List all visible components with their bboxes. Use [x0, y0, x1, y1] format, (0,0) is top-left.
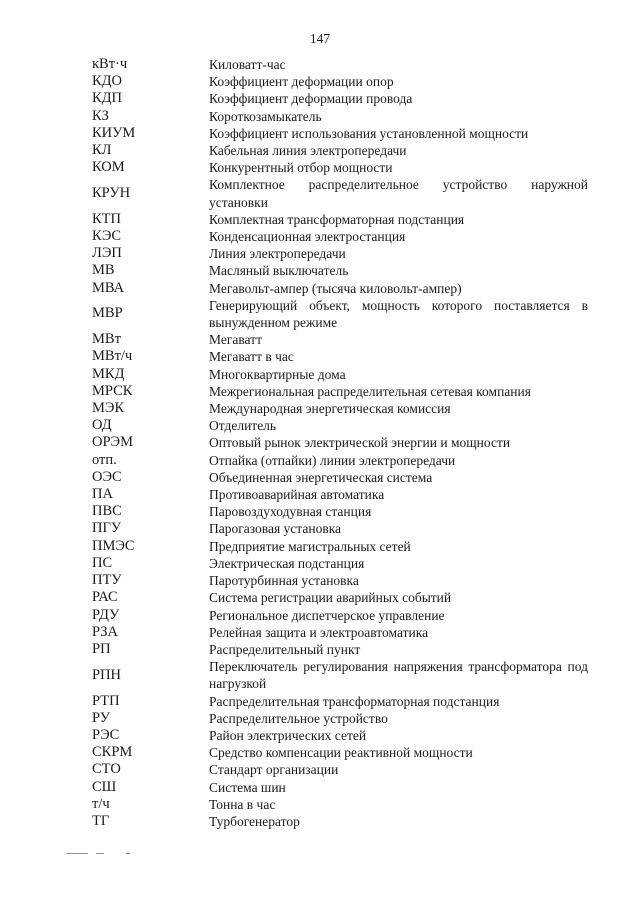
abbreviation-row [92, 486, 588, 503]
abbreviation-definition: Коэффициент деформации опор [209, 74, 394, 90]
abbreviation-term: МВт/ч [92, 348, 133, 365]
abbreviation-term: РТП [92, 692, 120, 709]
abbreviation-row [92, 469, 588, 486]
abbreviation-term: ЛЭП [92, 245, 122, 262]
abbreviation-definition: Паровоздуходувная станция [209, 504, 372, 520]
abbreviation-term: т/ч [92, 795, 110, 812]
abbreviation-definition: Релейная защита и электроавтоматика [209, 624, 429, 640]
abbreviation-definition: Распределительный пункт [209, 641, 361, 657]
page-number: 147 [309, 31, 331, 46]
abbreviation-term: ПТУ [92, 572, 122, 589]
abbreviation-row [92, 366, 588, 383]
abbreviation-row [92, 176, 588, 210]
abbreviation-term: КЭС [92, 228, 122, 245]
abbreviation-definition: Оптовый рынок электрической энергии и мощности [209, 435, 511, 451]
abbreviation-row [92, 280, 588, 297]
abbreviation-definition: Коэффициент использования установленной мощности [209, 125, 529, 141]
abbreviation-definition: Парогазовая установка [209, 521, 342, 537]
abbreviation-definition: Масляный выключатель [209, 263, 349, 279]
abbreviation-row [92, 658, 588, 692]
abbreviation-definition: Многоквартирные дома [209, 366, 346, 382]
abbreviation-term: ПС [92, 554, 113, 571]
abbreviation-row [92, 761, 588, 778]
abbreviation-definition: Комплектная трансформаторная подстанция [209, 211, 465, 227]
abbreviation-row [92, 383, 588, 400]
abbreviation-term: СТО [92, 761, 121, 778]
abbreviation-row [92, 710, 588, 727]
abbreviation-row [92, 555, 588, 572]
abbreviation-definition: Противоаварийная автоматика [209, 487, 385, 503]
abbreviation-row [92, 262, 588, 279]
abbreviation-row [92, 572, 588, 589]
abbreviation-row [92, 211, 588, 228]
abbreviation-term: СШ [92, 778, 117, 795]
abbreviation-row [92, 159, 588, 176]
abbreviation-definition: Стандарт организации [209, 762, 339, 778]
abbreviation-definition: Мегавольт-ампер (тысяча киловольт-ампер) [209, 280, 462, 296]
abbreviation-term: ПГУ [92, 520, 122, 537]
abbreviation-definition: Кабельная линия электропередачи [209, 143, 407, 159]
abbreviation-row [92, 73, 588, 90]
abbreviation-row [92, 607, 588, 624]
abbreviation-row [92, 90, 588, 107]
abbreviation-row [92, 589, 588, 606]
abbreviation-term: ОД [92, 417, 112, 434]
abbreviation-term: МВР [92, 305, 123, 322]
abbreviation-definition: Паротурбинная установка [209, 573, 359, 589]
abbreviation-definition: Тонна в час [209, 796, 276, 812]
abbreviation-row [92, 520, 588, 537]
scan-artifact [126, 853, 130, 854]
abbreviation-term: КОМ [92, 159, 125, 176]
abbreviation-definition: Отделитель [209, 418, 277, 434]
abbreviation-definition: Распределительное устройство [209, 710, 388, 726]
abbreviation-definition: Турбогенератор [209, 813, 300, 829]
abbreviation-term: РДУ [92, 606, 120, 623]
abbreviation-definition: Система шин [209, 779, 286, 795]
abbreviation-row [92, 727, 588, 744]
abbreviation-definition: Конкурентный отбор мощности [209, 160, 393, 176]
abbreviation-row [92, 538, 588, 555]
abbreviation-definition: Коэффициент деформации провода [209, 91, 413, 107]
abbreviation-definition: Генерирующий объект, мощность которого поставляется в вынужденном режиме [209, 297, 588, 331]
abbreviation-row [92, 452, 588, 469]
abbreviation-row [92, 245, 588, 262]
abbreviation-row [92, 125, 588, 142]
abbreviation-term: МРСК [92, 382, 133, 399]
abbreviation-row [92, 417, 588, 434]
abbreviation-list [92, 56, 588, 830]
abbreviation-term: КЗ [92, 107, 109, 124]
abbreviation-definition: Переключатель регулирования напряжения трансформатора под нагрузкой [209, 659, 588, 692]
abbreviation-definition: Межрегиональная распределительная сетевая компания [209, 383, 531, 399]
abbreviation-row [92, 813, 588, 830]
abbreviation-row [92, 503, 588, 520]
abbreviation-definition: Электрическая подстанция [209, 555, 365, 571]
abbreviation-definition: Предприятие магистральных сетей [209, 538, 411, 554]
abbreviation-definition: Международная энергетическая комиссия [209, 401, 451, 417]
abbreviation-term: СКРМ [92, 744, 133, 761]
abbreviation-row [92, 228, 588, 245]
abbreviation-term: МВА [92, 279, 125, 296]
abbreviation-definition: Короткозамыкатель [209, 108, 322, 124]
abbreviation-row [92, 108, 588, 125]
abbreviation-definition: Распределительная трансформаторная подстанция [209, 693, 500, 709]
abbreviation-term: КТП [92, 210, 121, 227]
abbreviation-term: отп. [92, 451, 117, 468]
abbreviation-row [92, 779, 588, 796]
abbreviation-term: КИУМ [92, 124, 136, 141]
abbreviation-term: МВ [92, 262, 115, 279]
abbreviation-term: КРУН [92, 185, 131, 202]
abbreviation-row [92, 56, 588, 73]
scan-artifact [66, 853, 88, 854]
abbreviation-term: ТГ [92, 812, 110, 829]
abbreviation-definition: Киловатт-час [209, 57, 286, 72]
scan-artifact [96, 853, 104, 854]
abbreviation-definition: Средство компенсации реактивной мощности [209, 745, 473, 761]
abbreviation-definition: Конденсационная электростанция [209, 229, 406, 245]
abbreviation-term: кВт·ч [92, 56, 128, 72]
abbreviation-term: КДО [92, 73, 123, 90]
abbreviation-row [92, 624, 588, 641]
abbreviation-definition: Комплектное распределительное устройство наружной установки [209, 177, 588, 210]
abbreviation-definition: Линия электропередачи [209, 246, 346, 262]
abbreviation-definition: Мегаватт [209, 332, 262, 348]
abbreviation-row [92, 796, 588, 813]
abbreviation-term: РЭС [92, 726, 120, 743]
abbreviation-row [92, 434, 588, 451]
abbreviation-row [92, 142, 588, 159]
abbreviation-term: РПН [92, 666, 122, 683]
abbreviation-row [92, 641, 588, 658]
abbreviation-definition: Мегаватт в час [209, 349, 294, 365]
abbreviation-term: РУ [92, 709, 110, 726]
abbreviation-definition: Система регистрации аварийных событий [209, 590, 452, 606]
abbreviation-definition: Объединенная энергетическая система [209, 469, 433, 485]
abbreviation-term: ПА [92, 486, 113, 503]
abbreviation-term: ПВС [92, 503, 122, 520]
abbreviation-term: ОРЭМ [92, 434, 134, 451]
abbreviation-definition: Региональное диспетчерское управление [209, 607, 445, 623]
abbreviation-term: КДП [92, 90, 123, 107]
abbreviation-row [92, 744, 588, 761]
abbreviation-definition: Отпайка (отпайки) линии электропередачи [209, 452, 456, 468]
abbreviation-term: РП [92, 640, 111, 657]
abbreviation-term: МКД [92, 365, 125, 382]
abbreviation-term: КЛ [92, 142, 112, 159]
abbreviation-term: ОЭС [92, 468, 122, 485]
abbreviation-row [92, 400, 588, 417]
abbreviation-row [92, 348, 588, 365]
abbreviation-term: МЭК [92, 400, 125, 417]
abbreviation-term: ПМЭС [92, 537, 135, 554]
abbreviation-row [92, 331, 588, 348]
abbreviation-term: РЗА [92, 623, 118, 640]
abbreviation-term: РАС [92, 589, 118, 606]
abbreviation-definition: Район электрических сетей [209, 727, 367, 743]
abbreviation-row [92, 693, 588, 710]
abbreviation-row [92, 297, 588, 331]
abbreviation-term: МВт [92, 331, 121, 348]
